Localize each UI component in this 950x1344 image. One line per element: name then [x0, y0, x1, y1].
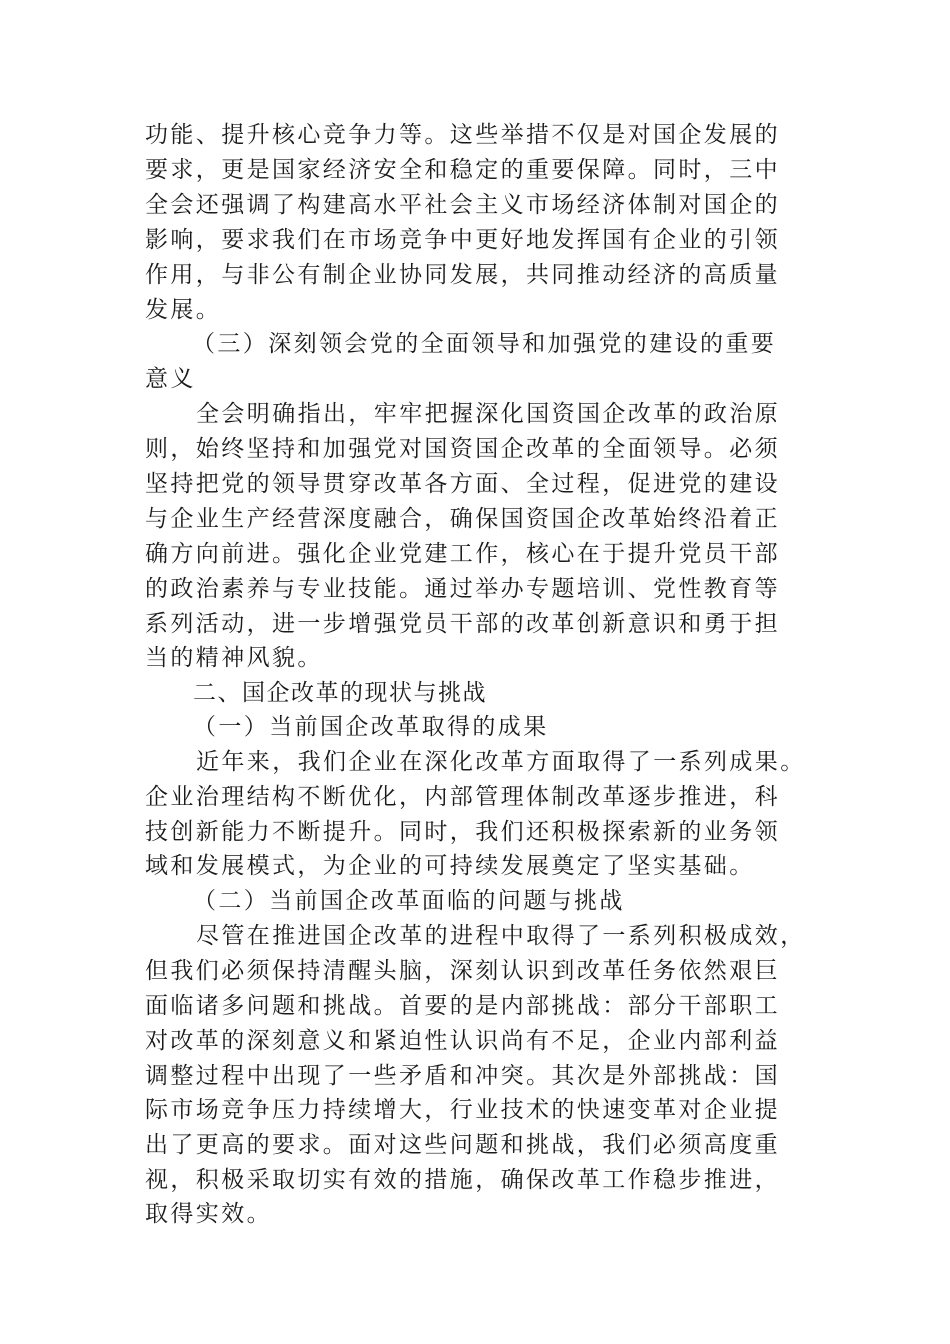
paragraph-line: 确方向前进。强化企业党建工作，核心在于提升党员干部 — [145, 541, 780, 567]
paragraph-line: 功能、提升核心竞争力等。这些举措不仅是对国企发展的 — [145, 122, 780, 148]
paragraph-line: 技创新能力不断提升。同时，我们还积极探索新的业务领 — [145, 819, 780, 845]
paragraph-line: 坚持把党的领导贯穿改革各方面、全过程，促进党的建设 — [145, 471, 780, 497]
paragraph-line: 全会还强调了构建高水平社会主义市场经济体制对国企的 — [145, 192, 780, 218]
section-heading: 二、国企改革的现状与挑战 — [193, 680, 487, 706]
paragraph-line: 视，积极采取切实有效的措施，确保改革工作稳步推进， — [145, 1167, 780, 1193]
paragraph-line: 际市场竞争压力持续增大，行业技术的快速变革对企业提 — [145, 1097, 780, 1123]
subsection-heading: （三）深刻领会党的全面领导和加强党的建设的重要 — [192, 331, 777, 357]
paragraph-line: 则，始终坚持和加强党对国资国企改革的全面领导。必须 — [145, 436, 780, 462]
paragraph-line: 近年来，我们企业在深化改革方面取得了一系列成果。 — [196, 749, 806, 775]
paragraph-line: 对改革的深刻意义和紧迫性认识尚有不足，企业内部利益 — [145, 1028, 780, 1054]
paragraph-line: 取得实效。 — [145, 1201, 272, 1227]
paragraph-line: 与企业生产经营深度融合，确保国资国企改革始终沿着正 — [145, 506, 780, 532]
paragraph-line: 全会明确指出，牢牢把握深化国资国企改革的政治原 — [196, 401, 781, 427]
subsection-heading: （一）当前国企改革取得的成果 — [193, 714, 549, 740]
paragraph-line: 要求，更是国家经济安全和稳定的重要保障。同时，三中 — [145, 157, 780, 183]
paragraph-line: 调整过程中出现了一些矛盾和冲突。其次是外部挑战：国 — [145, 1063, 780, 1089]
paragraph-line: 影响，要求我们在市场竞争中更好地发挥国有企业的引领 — [145, 227, 780, 253]
paragraph-line: 但我们必须保持清醒头脑，深刻认识到改革任务依然艰巨 — [145, 958, 780, 984]
paragraph-line: 的政治素养与专业技能。通过举办专题培训、党性教育等 — [145, 576, 780, 602]
paragraph-line: 作用，与非公有制企业协同发展，共同推动经济的高质量 — [145, 262, 780, 288]
paragraph-line: 当的精神风貌。 — [145, 645, 323, 671]
paragraph-line: 企业治理结构不断优化，内部管理体制改革逐步推进，科 — [145, 784, 780, 810]
paragraph-line: 出了更高的要求。面对这些问题和挑战，我们必须高度重 — [145, 1132, 780, 1158]
paragraph-line: 尽管在推进国企改革的进程中取得了一系列积极成效， — [196, 923, 806, 949]
subsection-heading: 意义 — [145, 366, 196, 392]
subsection-heading: （二）当前国企改革面临的问题与挑战 — [193, 888, 625, 914]
paragraph-line: 域和发展模式，为企业的可持续发展奠定了坚实基础。 — [145, 853, 755, 879]
paragraph-line: 系列活动，进一步增强党员干部的改革创新意识和勇于担 — [145, 611, 780, 637]
paragraph-line: 面临诸多问题和挑战。首要的是内部挑战：部分干部职工 — [145, 993, 780, 1019]
paragraph-line: 发展。 — [145, 297, 222, 323]
